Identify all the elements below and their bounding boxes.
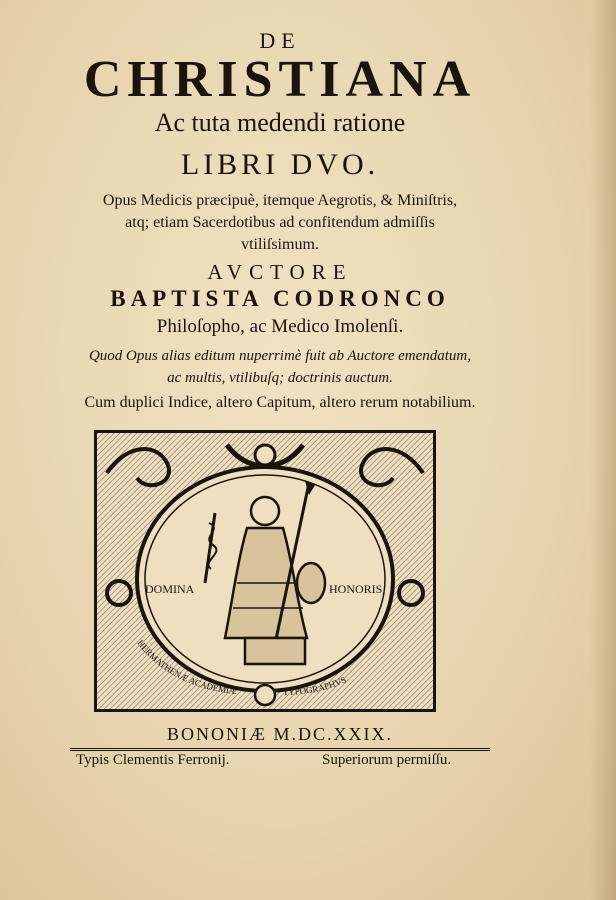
book-subtitle: Ac tuta medendi ratione bbox=[154, 108, 406, 137]
device-label-left: DOMINA bbox=[145, 582, 195, 596]
device-label-right: HONORIS bbox=[329, 582, 383, 596]
device-motto-left-text: HERMATHENÆ ACADEMIÆ bbox=[135, 638, 238, 697]
permission-note: Superiorum permiſſu. bbox=[322, 752, 452, 768]
page-gutter-shadow bbox=[590, 0, 616, 900]
author-name: BAPTISTA CODRONCO bbox=[110, 286, 450, 311]
title-prefix: DE bbox=[259, 28, 301, 53]
edition-note-line: ac multis, vtilibuſq; doctrinis auctum. bbox=[167, 370, 393, 386]
book-title: CHRISTIANA bbox=[83, 51, 477, 108]
description-line: vtiliſsimum. bbox=[241, 236, 319, 253]
printer-device-woodcut bbox=[94, 430, 436, 712]
imprint-rule bbox=[70, 748, 490, 751]
index-note: Cum duplici Indice, altero Capitum, altero rerum notabilium. bbox=[84, 394, 476, 411]
imprint-place-date: BONONIÆ M.DC.XXIX. bbox=[166, 724, 393, 744]
edition-note-line: Quod Opus alias editum nuperrimè fuit ab Auctore emendatum, bbox=[88, 348, 472, 364]
auctore-label: AVCTORE bbox=[207, 260, 353, 284]
printer-device-illustration bbox=[97, 433, 433, 709]
description-line: atq; etiam Sacerdotibus ad confitendum admiſſis bbox=[125, 214, 435, 231]
author-description: Philoſopho, ac Medico Imolenſi. bbox=[156, 316, 404, 337]
printer-name: Typis Clementis Ferronij. bbox=[76, 752, 230, 768]
device-motto-right-text: TYPOGRAPHVS bbox=[282, 674, 348, 698]
description-line: Opus Medicis præcipuè, itemque Aegrotis, & Miniſtris, bbox=[102, 192, 458, 209]
books-count: LIBRI DVO. bbox=[180, 148, 380, 181]
